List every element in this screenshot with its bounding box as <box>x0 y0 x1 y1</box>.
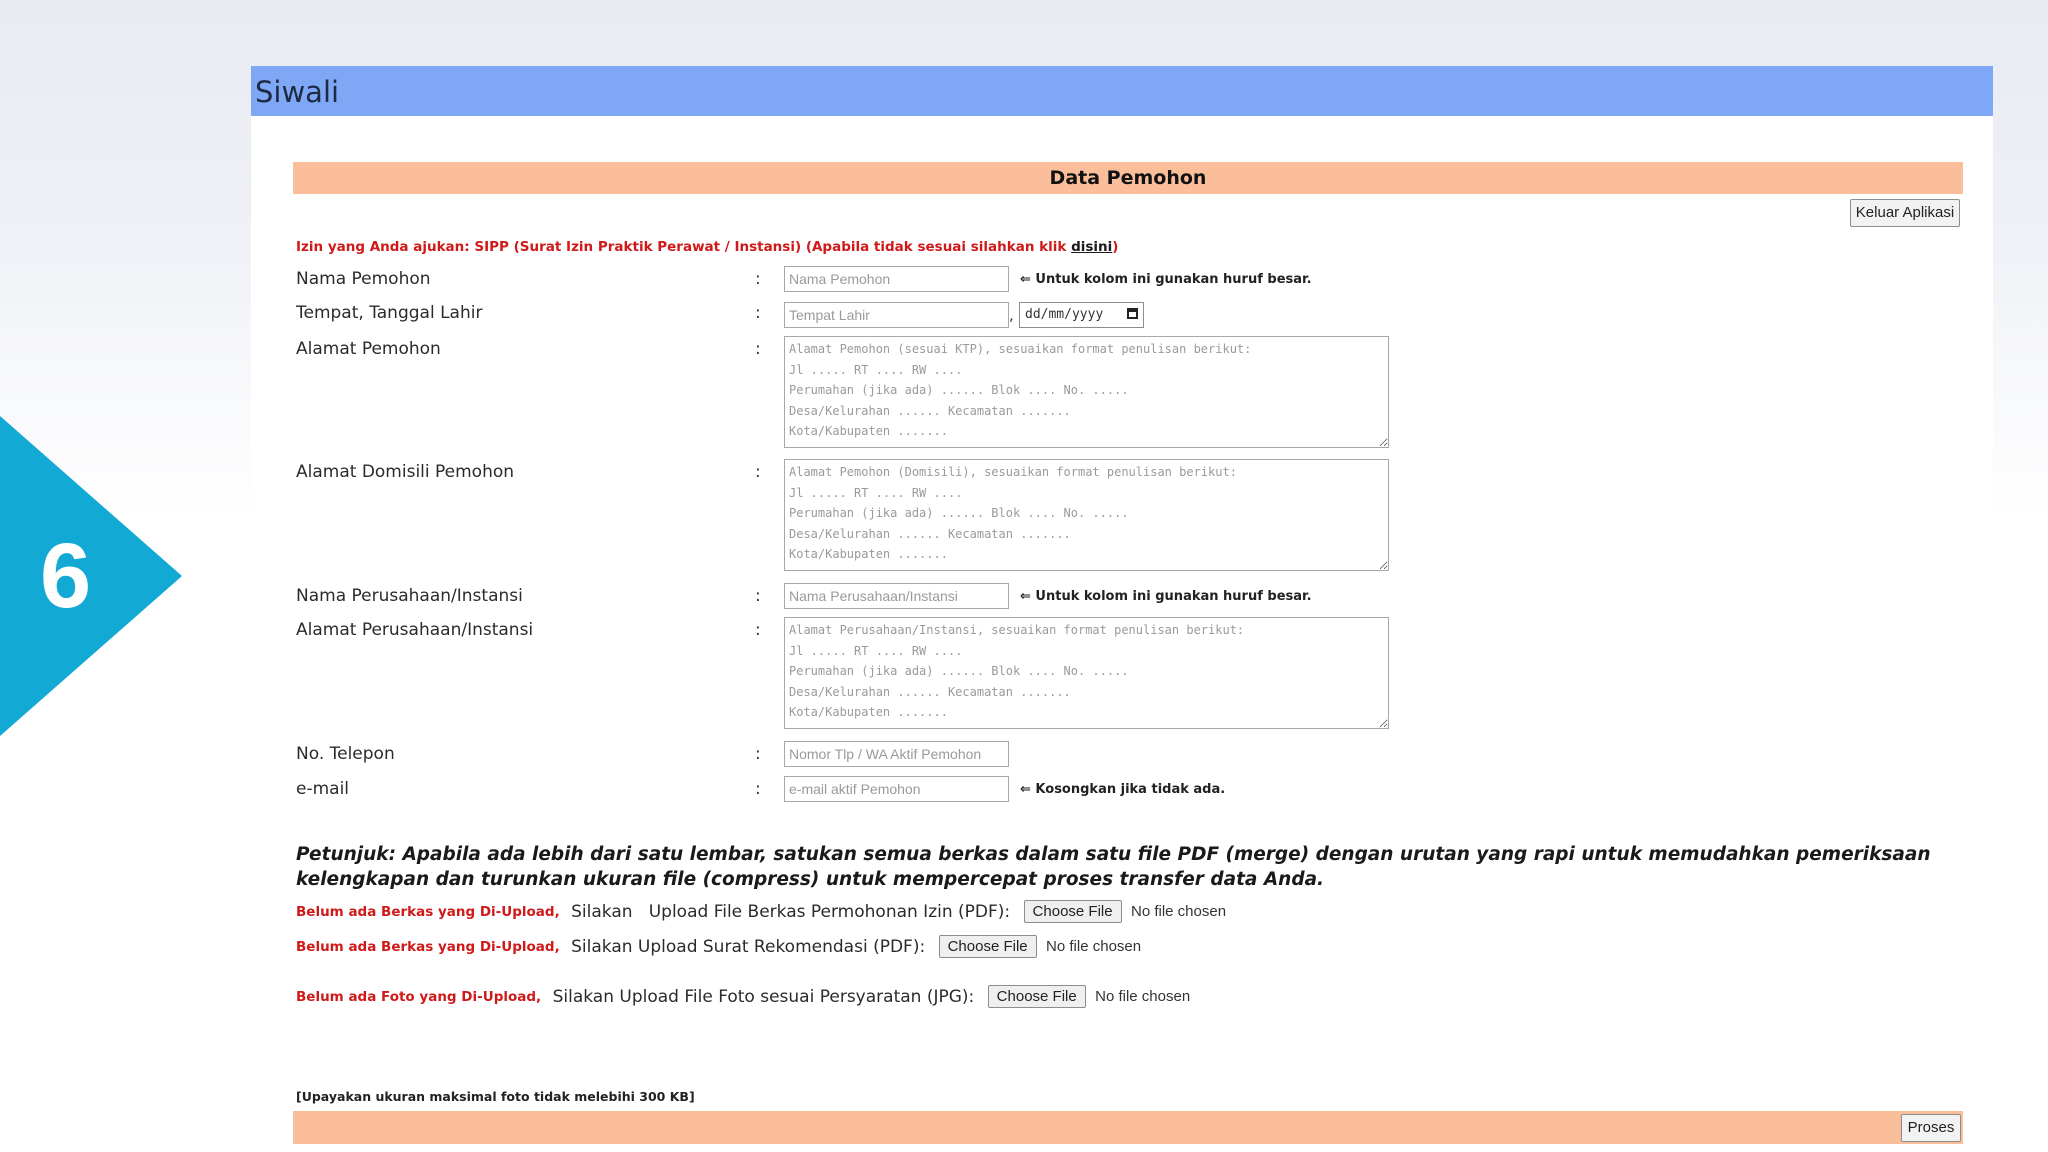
section-title: Data Pemohon <box>1049 167 1207 189</box>
uppercase-hint: ⇐ Untuk kolom ini gunakan huruf besar. <box>1020 272 1312 287</box>
izin-text: Izin yang Anda ajukan: SIPP (Surat Izin Praktik Perawat / Instansi) (Apabila tidak sesuai silahkan klik <box>296 239 1072 255</box>
izin-close: ) <box>1112 239 1119 255</box>
file-status: No file chosen <box>1095 988 1191 1005</box>
colon: : <box>755 779 761 799</box>
colon: : <box>755 462 761 482</box>
comma-separator: , <box>1009 306 1014 324</box>
izin-info <box>296 239 1118 255</box>
upload-row-permohonan <box>296 900 1226 928</box>
nama-pemohon-input[interactable] <box>784 266 1009 292</box>
upload-warning: Belum ada Foto yang Di-Upload, <box>296 988 542 1005</box>
label-nama-perusahaan: Nama Perusahaan/Instansi <box>296 586 523 606</box>
footer-bar <box>293 1111 1963 1144</box>
colon: : <box>755 269 761 289</box>
tempat-lahir-input[interactable] <box>784 302 1009 328</box>
upload-warning: Belum ada Berkas yang Di-Upload, <box>296 938 560 955</box>
colon: : <box>755 744 761 764</box>
alamat-perusahaan-textarea[interactable] <box>784 617 1389 729</box>
label-no-telepon: No. Telepon <box>296 744 395 764</box>
file-status: No file chosen <box>1131 903 1227 920</box>
section-title-bar <box>293 162 1963 194</box>
nama-perusahaan-input[interactable] <box>784 583 1009 609</box>
app-header <box>251 66 1993 116</box>
alamat-domisili-textarea[interactable] <box>784 459 1389 571</box>
choose-file-button[interactable]: Choose File <box>988 985 1086 1008</box>
upload-label: Silakan Upload File Berkas Permohonan Izin (PDF): <box>571 901 1011 922</box>
label-email: e-mail <box>296 779 350 799</box>
upload-row-rekomendasi <box>296 935 1141 963</box>
upload-label: Silakan Upload File Foto sesuai Persyaratan (JPG): <box>552 986 975 1007</box>
app-window <box>251 66 1993 1136</box>
date-format-text: dd/mm/yyyy <box>1025 307 1104 322</box>
label-alamat-perusahaan: Alamat Perusahaan/Instansi <box>296 620 534 640</box>
upload-label: Silakan Upload Surat Rekomendasi (PDF): <box>571 936 926 957</box>
izin-change-link[interactable]: disini <box>1071 239 1113 255</box>
label-alamat-domisili: Alamat Domisili Pemohon <box>296 462 515 482</box>
photo-size-note: [Upayakan ukuran maksimal foto tidak melebihi 300 KB] <box>296 1089 695 1104</box>
uppercase-hint: ⇐ Untuk kolom ini gunakan huruf besar. <box>1020 589 1312 604</box>
email-hint: ⇐ Kosongkan jika tidak ada. <box>1020 782 1226 797</box>
choose-file-button[interactable]: Choose File <box>939 935 1037 958</box>
telepon-input[interactable] <box>784 741 1009 767</box>
calendar-icon[interactable] <box>1127 308 1138 319</box>
choose-file-button[interactable]: Choose File <box>1024 900 1122 923</box>
email-input[interactable] <box>784 776 1009 802</box>
app-title: Siwali <box>255 75 340 109</box>
upload-instructions: Petunjuk: Apabila ada lebih dari satu lembar, satukan semua berkas dalam satu file PDF (merge) dengan urutan yang rapi untuk memudahkan pemeriksaan kelengkapan dan turunkan ukuran file (compress) untuk mempercepat proses transfer data Anda. <box>296 844 1931 890</box>
upload-row-foto <box>296 985 1190 1013</box>
colon: : <box>755 303 761 323</box>
label-alamat-pemohon: Alamat Pemohon <box>296 339 441 359</box>
alamat-pemohon-textarea[interactable] <box>784 336 1389 448</box>
upload-warning: Belum ada Berkas yang Di-Upload, <box>296 903 560 920</box>
colon: : <box>755 620 761 640</box>
exit-app-button[interactable]: Keluar Aplikasi <box>1850 199 1960 227</box>
step-number: 6 <box>40 525 92 627</box>
colon: : <box>755 339 761 359</box>
proses-button[interactable]: Proses <box>1901 1114 1961 1142</box>
colon: : <box>755 586 761 606</box>
label-tempat-tanggal-lahir: Tempat, Tanggal Lahir <box>296 303 483 323</box>
label-nama-pemohon: Nama Pemohon <box>296 269 431 289</box>
file-status: No file chosen <box>1046 938 1142 955</box>
tanggal-lahir-date-input[interactable] <box>1019 302 1144 328</box>
